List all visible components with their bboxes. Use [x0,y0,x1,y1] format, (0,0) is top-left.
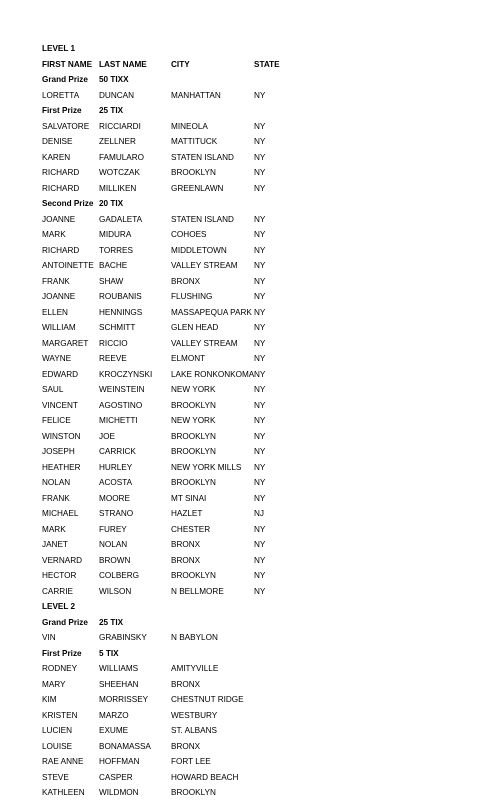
column-header: FIRST NAME [42,59,93,69]
winner-row [0,475,495,490]
state-cell: NY [254,323,266,332]
city-cell: BRONX [171,276,201,286]
city-cell: BROOKLYN [171,571,216,580]
prize-heading [0,72,495,87]
first-name-cell: CARRIE [42,586,73,596]
prize-heading [0,646,495,661]
last-name-cell: AGOSTINO [99,400,143,410]
level-label: LEVEL 1 [42,44,76,53]
last-name-cell: MARZO [99,710,129,720]
winner-row [0,212,495,227]
city-cell: GREENLAWN [171,183,224,193]
city-cell: MATTITUCK [171,137,218,146]
city-cell: BROOKLYN [171,788,216,797]
column-header: CITY [171,59,190,69]
city-cell: NEW YORK [171,416,216,425]
first-name-cell: HECTOR [42,571,77,580]
winner-row [0,367,495,382]
city-cell: VALLEY STREAM [171,338,238,348]
first-name-cell: FRANK [42,276,70,286]
first-name-cell: NOLAN [42,478,71,487]
prize-amount: 25 TIX [99,106,124,115]
first-name-cell: SAUL [42,385,64,394]
last-name-cell: JOE [99,431,115,441]
last-name-cell: HOFFMAN [99,757,140,766]
level-heading [0,599,495,614]
first-name-cell: MARK [42,230,66,239]
city-cell: HAZLET [171,509,203,518]
first-name-cell: JOANNE [42,214,76,224]
last-name-cell: ACOSTA [99,478,133,487]
state-cell: NY [254,338,266,348]
city-cell: MT SINAI [171,493,207,503]
first-name-cell: MARGARET [42,338,89,348]
last-name-cell: EXUME [99,726,129,735]
last-name-cell: WEINSTEIN [99,385,145,394]
city-cell: ELMONT [171,354,206,363]
city-cell: NEW YORK MILLS [171,462,242,472]
first-name-cell: JANET [42,540,68,549]
prize-amount: 20 TIX [99,199,124,208]
winner-row [0,258,495,273]
level-heading [0,41,495,56]
first-name-cell: WILLIAM [42,323,76,332]
first-name-cell: JOANNE [42,292,76,301]
first-name-cell: ANTOINETTE [42,261,94,270]
last-name-cell: MILLIKEN [99,183,137,193]
city-cell: BRONX [171,741,201,751]
level-label: LEVEL 2 [42,602,76,611]
state-cell: NY [254,586,266,596]
first-name-cell: KAREN [42,152,71,162]
winner-row [0,708,495,723]
first-name-cell: EDWARD [42,369,79,379]
city-cell: FLUSHING [171,292,213,301]
city-cell: BROOKLYN [171,478,216,487]
last-name-cell: FAMULARO [99,152,145,162]
winner-row [0,491,495,506]
winner-row [0,754,495,769]
winner-row [0,723,495,738]
winner-row [0,661,495,676]
state-cell: NY [254,137,266,146]
first-name-cell: KRISTEN [42,710,78,720]
last-name-cell: ROUBANIS [99,292,142,301]
winner-row [0,289,495,304]
last-name-cell: SCHMITT [99,323,136,332]
first-name-cell: MARY [42,679,66,689]
last-name-cell: BACHE [99,261,128,270]
first-name-cell: RICHARD [42,183,80,193]
winner-row [0,320,495,335]
winner-row [0,584,495,599]
winner-row [0,553,495,568]
last-name-cell: COLBERG [99,571,140,580]
state-cell: NY [254,276,266,286]
last-name-cell: MORRISSEY [99,695,149,704]
first-name-cell: JOSEPH [42,447,75,456]
last-name-cell: DUNCAN [99,90,135,100]
city-cell: CHESTER [171,524,211,534]
city-cell: BROOKLYN [171,431,216,441]
state-cell: NY [254,354,266,363]
winner-row [0,568,495,583]
city-cell: BROOKLYN [171,400,216,410]
city-cell: ST. ALBANS [171,726,217,735]
last-name-cell: RICCIO [99,338,128,348]
last-name-cell: HURLEY [99,462,133,472]
winner-row [0,785,495,800]
prize-heading [0,103,495,118]
first-name-cell: KATHLEEN [42,788,85,797]
state-cell: NY [254,121,266,131]
city-cell: MANHATTAN [171,90,221,100]
winner-row [0,119,495,134]
city-cell: BROOKLYN [171,447,216,456]
winner-row [0,305,495,320]
last-name-cell: MOORE [99,493,130,503]
state-cell: NY [254,478,266,487]
state-cell: NY [254,431,266,441]
last-name-cell: KROCZYNSKI [99,369,153,379]
city-cell: LAKE RONKONKOMA [171,369,255,379]
state-cell: NY [254,168,266,177]
winner-row [0,677,495,692]
winner-row [0,770,495,785]
prize-heading [0,196,495,211]
first-name-cell: LOUISE [42,741,73,751]
winner-row [0,444,495,459]
first-name-cell: FELICE [42,416,71,425]
winner-row [0,227,495,242]
winner-row [0,336,495,351]
last-name-cell: WOTCZAK [99,168,140,177]
city-cell: MINEOLA [171,121,208,131]
state-cell: NY [254,183,266,193]
state-cell: NY [254,540,266,549]
city-cell: N BELLMORE [171,586,224,596]
first-name-cell: WAYNE [42,354,72,363]
last-name-cell: WILDMON [99,788,139,797]
winner-row [0,506,495,521]
city-cell: WESTBURY [171,710,218,720]
winner-row [0,460,495,475]
first-name-cell: WINSTON [42,431,81,441]
state-cell: NY [254,462,266,472]
last-name-cell: CASPER [99,772,133,782]
last-name-cell: CARRICK [99,447,136,456]
state-cell: NY [254,493,266,503]
last-name-cell: GRABINSKY [99,633,147,642]
winner-row [0,398,495,413]
first-name-cell: HEATHER [42,462,81,472]
winner-row [0,165,495,180]
last-name-cell: REEVE [99,354,127,363]
state-cell: NY [254,292,266,301]
column-header: LAST NAME [99,59,147,69]
prize-amount: 50 TIXX [99,75,129,84]
prize-heading [0,615,495,630]
first-name-cell: MARK [42,524,66,534]
column-header-row [0,57,495,72]
first-name-cell: RAE ANNE [42,757,84,766]
first-name-cell: FRANK [42,493,70,503]
winner-row [0,522,495,537]
winner-row [0,181,495,196]
state-cell: NY [254,245,266,255]
city-cell: STATEN ISLAND [171,214,234,224]
city-cell: NEW YORK [171,385,216,394]
last-name-cell: FUREY [99,524,127,534]
winner-row [0,692,495,707]
state-cell: NY [254,416,266,425]
winner-row [0,88,495,103]
winner-row [0,274,495,289]
state-cell: NY [254,307,266,317]
city-cell: VALLEY STREAM [171,261,238,270]
winner-row [0,413,495,428]
city-cell: STATEN ISLAND [171,152,234,162]
winner-row [0,243,495,258]
city-cell: GLEN HEAD [171,323,219,332]
first-name-cell: DENISE [42,137,73,146]
first-name-cell: RICHARD [42,245,80,255]
first-name-cell: KIM [42,695,57,704]
last-name-cell: ZELLNER [99,137,136,146]
prize-name: Grand Prize [42,617,88,627]
last-name-cell: TORRES [99,245,133,255]
city-cell: AMITYVILLE [171,664,219,673]
state-cell: NY [254,90,266,100]
first-name-cell: VERNARD [42,555,83,565]
winner-row [0,630,495,645]
state-cell: NY [254,571,266,580]
first-name-cell: VIN [42,633,56,642]
last-name-cell: RICCIARDI [99,121,141,131]
state-cell: NY [254,555,266,565]
state-cell: NY [254,524,266,534]
prize-name: Second Prize [42,199,94,208]
first-name-cell: LORETTA [42,90,80,100]
column-header: STATE [254,59,280,69]
city-cell: N BABYLON [171,633,218,642]
state-cell: NY [254,152,266,162]
city-cell: FORT LEE [171,757,211,766]
last-name-cell: STRANO [99,509,134,518]
state-cell: NY [254,369,266,379]
last-name-cell: WILSON [99,586,132,596]
first-name-cell: RODNEY [42,664,78,673]
last-name-cell: WILLIAMS [99,664,139,673]
state-cell: NJ [254,509,265,518]
state-cell: NY [254,230,266,239]
winner-row [0,739,495,754]
city-cell: HOWARD BEACH [171,772,239,782]
state-cell: NY [254,214,266,224]
first-name-cell: RICHARD [42,168,80,177]
city-cell: MIDDLETOWN [171,245,227,255]
prize-amount: 25 TIX [99,617,124,627]
state-cell: NY [254,447,266,456]
winner-row [0,351,495,366]
city-cell: BRONX [171,555,201,565]
winner-row [0,150,495,165]
city-cell: CHESTNUT RIDGE [171,695,244,704]
last-name-cell: SHAW [99,276,124,286]
first-name-cell: ELLEN [42,307,68,317]
last-name-cell: NOLAN [99,540,128,549]
city-cell: BROOKLYN [171,168,216,177]
winner-row [0,382,495,397]
city-cell: MASSAPEQUA PARK [171,307,252,317]
state-cell: NY [254,385,266,394]
city-cell: BRONX [171,540,201,549]
state-cell: NY [254,400,266,410]
last-name-cell: MICHETTI [99,416,138,425]
last-name-cell: HENNINGS [99,307,143,317]
first-name-cell: LUCIEN [42,726,73,735]
city-cell: BRONX [171,679,201,689]
winner-row [0,537,495,552]
last-name-cell: GADALETA [99,214,143,224]
first-name-cell: SALVATORE [42,121,90,131]
prize-name: First Prize [42,648,82,658]
first-name-cell: VINCENT [42,400,78,410]
winner-row [0,429,495,444]
prize-amount: 5 TIX [99,648,119,658]
last-name-cell: BONAMASSA [99,741,151,751]
winner-row [0,134,495,149]
first-name-cell: STEVE [42,772,69,782]
prize-name: Grand Prize [42,75,88,84]
state-cell: NY [254,261,266,270]
first-name-cell: MICHAEL [42,509,79,518]
last-name-cell: MIDURA [99,230,132,239]
city-cell: COHOES [171,230,207,239]
last-name-cell: SHEEHAN [99,679,139,689]
prize-name: First Prize [42,106,82,115]
last-name-cell: BROWN [99,555,131,565]
